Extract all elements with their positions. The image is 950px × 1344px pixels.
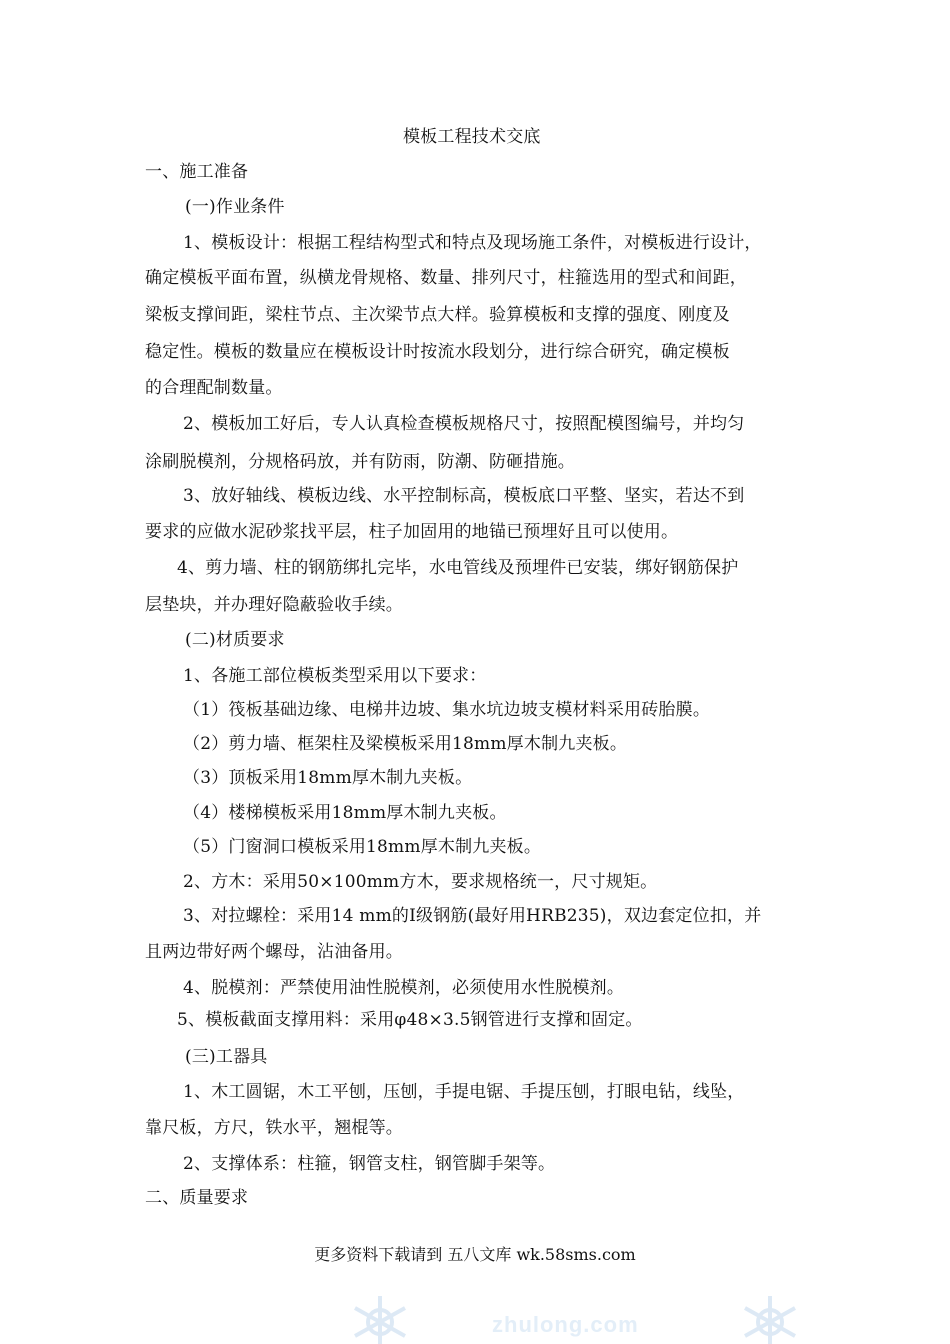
watermark-mark-icon <box>735 1290 805 1344</box>
subsection-heading: (三)工器具 <box>185 1047 268 1067</box>
paragraph-line: 涂刷脱模剂，分规格码放，并有防雨，防潮、防砸措施。 <box>145 452 575 472</box>
paragraph-line: 稳定性。模板的数量应在模板设计时按流水段划分，进行综合研究，确定模板 <box>145 342 730 362</box>
paragraph-line: 2、模板加工好后，专人认真检查模板规格尺寸，按照配模图编号，并均匀 <box>183 414 745 434</box>
document-title: 模板工程技术交底 <box>403 127 541 147</box>
section-heading: 一、施工准备 <box>145 162 249 182</box>
paragraph-line: 1、模板设计：根据工程结构型式和特点及现场施工条件，对模板进行设计， <box>183 233 762 253</box>
paragraph-line: 3、对拉螺栓：采用14 mm的Ⅰ级钢筋(最好用HRB235)，双边套定位扣，并 <box>183 906 762 926</box>
list-item: （2）剪力墙、框架柱及梁模板采用18mm厚木制九夹板。 <box>183 734 628 754</box>
paragraph-line: 要求的应做水泥砂浆找平层，柱子加固用的地锚已预埋好且可以使用。 <box>145 522 679 542</box>
paragraph-line: 1、各施工部位模板类型采用以下要求： <box>183 666 487 686</box>
subsection-heading: (二)材质要求 <box>185 630 285 650</box>
watermark-mark-icon <box>345 1290 415 1344</box>
paragraph-line: 梁板支撑间距，梁柱节点、主次梁节点大样。验算模板和支撑的强度、刚度及 <box>145 305 730 325</box>
paragraph-line: 2、支撑体系：柱箍，钢管支柱，钢管脚手架等。 <box>183 1154 556 1174</box>
paragraph-line: 层垫块，并办理好隐蔽验收手续。 <box>145 595 403 615</box>
paragraph-line: 且两边带好两个螺母，沾油备用。 <box>145 942 403 962</box>
paragraph-line: 3、放好轴线、模板边线、水平控制标高，模板底口平整、坚实，若达不到 <box>183 486 745 506</box>
paragraph-line: 4、剪力墙、柱的钢筋绑扎完毕，水电管线及预埋件已安装，绑好钢筋保护 <box>177 558 739 578</box>
watermark-text: zhulong.com <box>492 1312 639 1337</box>
footer-text: 更多资料下载请到 五八文库 wk.58sms.com <box>314 1245 636 1264</box>
subsection-heading: (一)作业条件 <box>185 197 285 217</box>
paragraph-line: 确定模板平面布置，纵横龙骨规格、数量、排列尺寸，柱箍选用的型式和间距， <box>145 268 747 288</box>
paragraph-line: 5、模板截面支撑用料：采用φ48×3.5钢管进行支撑和固定。 <box>177 1010 643 1030</box>
paragraph-line: 的合理配制数量。 <box>145 378 283 398</box>
paragraph-line: 4、脱模剂：严禁使用油性脱模剂，必须使用水性脱模剂。 <box>183 978 625 998</box>
list-item: （3）顶板采用18mm厚木制九夹板。 <box>183 768 473 788</box>
paragraph-line: 靠尺板，方尺，铁水平，翘棍等。 <box>145 1118 403 1138</box>
list-item: （1）筏板基础边缘、电梯井边坡、集水坑边坡支模材料采用砖胎膜。 <box>183 700 711 720</box>
paragraph-line: 2、方木：采用50×100mm方木，要求规格统一，尺寸规矩。 <box>183 872 658 892</box>
paragraph-line: 1、木工圆锯，木工平刨，压刨，手提电锯、手提压刨，打眼电钻，线坠， <box>183 1082 745 1102</box>
list-item: （4）楼梯模板采用18mm厚木制九夹板。 <box>183 803 507 823</box>
section-heading: 二、质量要求 <box>145 1188 249 1208</box>
list-item: （5）门窗洞口模板采用18mm厚木制九夹板。 <box>183 837 542 857</box>
